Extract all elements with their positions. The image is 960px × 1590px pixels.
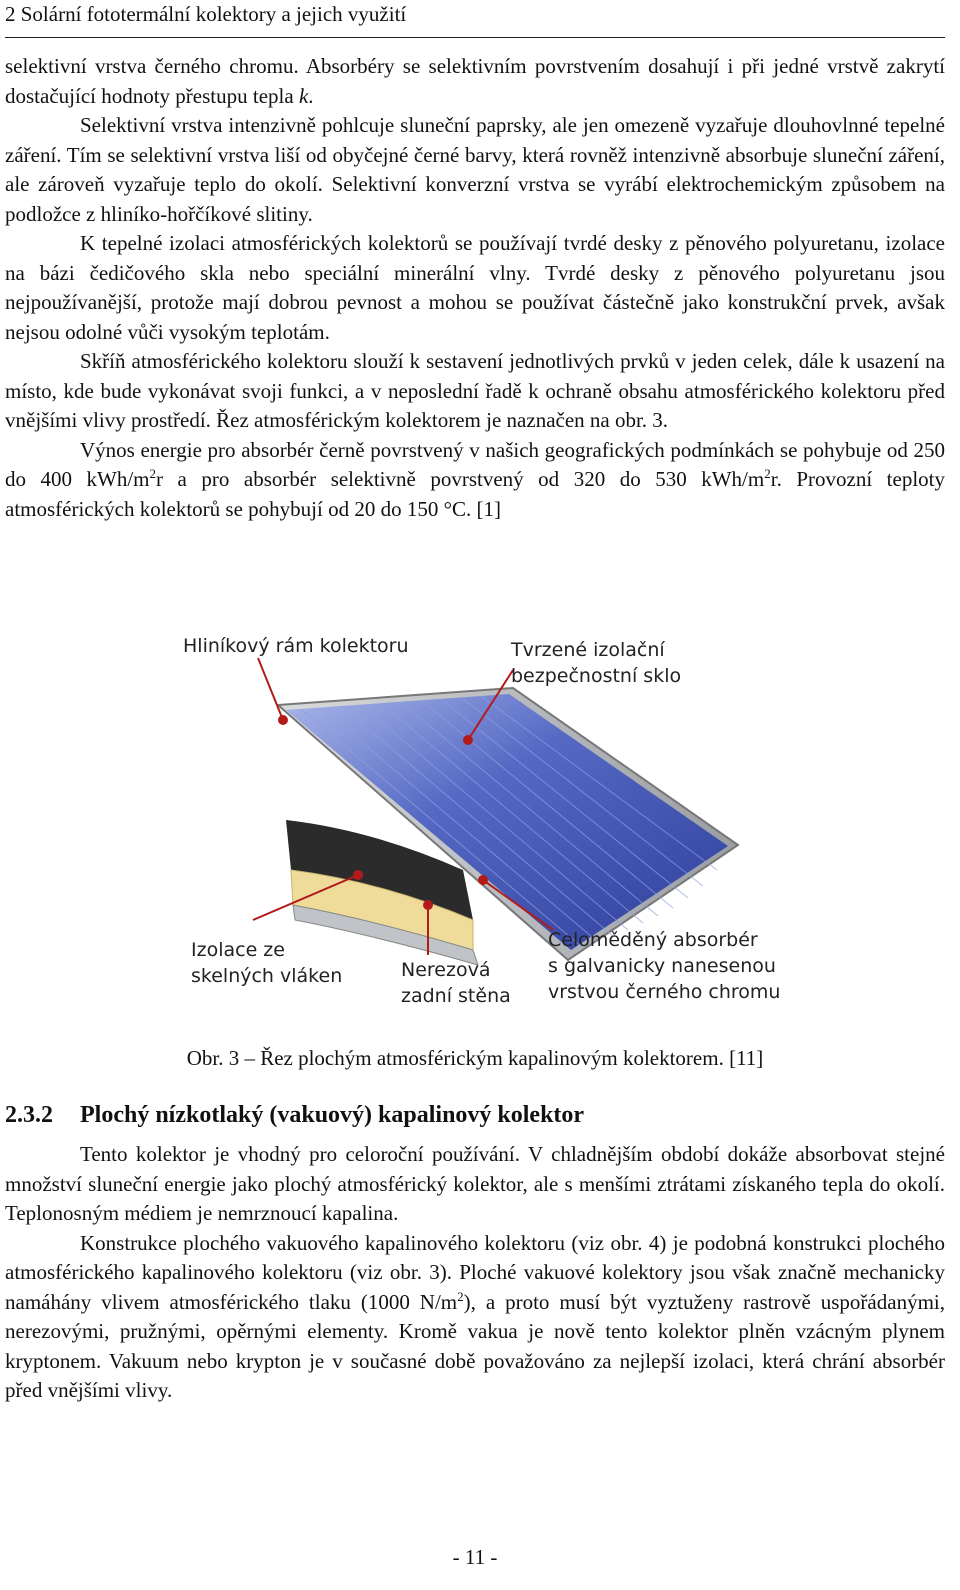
- label-insulation-line2: skelných vláken: [191, 965, 343, 987]
- paragraph: Selektivní vrstva intenzivně pohlcuje sluneční paprsky, ale jen omezeně vyzařuje dlouhovlnné tepelné záření. Tím se selektivní vrstva liší od obyčejné černé barvy, která rovněž intenzivně absorbuje sluneční záření, ale zároveň vyzařuje teplo do okolí. Selektivní konverzní vrstva se vyrábí elektrochemickým způsobem na podložce z hliníko-hořčíkové slitiny.: [5, 113, 945, 226]
- collector-cross-section-figure: [173, 620, 793, 1020]
- body-text-top: [5, 52, 945, 524]
- figure-caption: Obr. 3 – Řez plochým atmosférickým kapalinovým kolektorem. [11]: [186, 1046, 764, 1070]
- collector-illustration: [173, 620, 793, 1020]
- paragraph: Tento kolektor je vhodný pro celoroční používání. V chladnějším období dokáže absorbovat stejné množství sluneční energie jako plochý atmosférický kolektor, ale s menšími ztrátami získaného tepla do okolí. Teplonosným médiem je nemrznoucí kapalina.: [5, 1142, 945, 1225]
- label-absorber-line1: Celoměděný absorbér: [548, 929, 758, 951]
- label-absorber-line3: vrstvou černého chromu: [548, 981, 781, 1003]
- section-title: Plochý nízkotlaký (vakuový) kapalinový kolektor: [80, 1102, 585, 1128]
- section-heading: [5, 1102, 584, 1129]
- body-text-bottom: [5, 1140, 945, 1406]
- paragraph: Skříň atmosférického kolektoru slouží k sestavení jednotlivých prvků v jeden celek, dále k usazení na místo, kde bude vykonávat svoji funkci, a v neposlední řadě k ochraně obsahu atmosférického kolektoru před vnějšími vlivy prostředí. Řez atmosférickým kolektorem je naznačen na obr. 3.: [5, 349, 945, 432]
- page-number: - 11 -: [452, 1545, 498, 1569]
- label-glass-line2: bezpečnostní sklo: [511, 665, 682, 687]
- label-absorber-line2: s galvanicky nanesenou: [548, 955, 776, 977]
- label-back-line1: Nerezová: [401, 959, 491, 981]
- paragraph: Výnos energie pro absorbér černě povrstvený v našich geografických podmínkách se pohybuje od 250 do 400 kWh/$m^2r$ a pro absorbér selektivně povrstvený od 320 do 530 kWh/$m^2r$. Provozní teploty atmosférických kolektorů se pohybují od 20 do 150 °C. [1]: [5, 437, 945, 521]
- running-header: 2 Solární fototermální kolektory a jejich využití: [5, 2, 407, 26]
- section-number: 2.3.2: [5, 1102, 53, 1128]
- label-glass-line1: Tvrzené izolační: [511, 639, 665, 661]
- label-back-line2: zadní stěna: [401, 985, 511, 1007]
- paragraph: selektivní vrstva černého chromu. Absorbéry se selektivním povrstvením dosahují i při jedné vrstvě zakrytí dostačující hodnoty přestupu tepla k.: [5, 54, 945, 108]
- paragraph: Konstrukce plochého vakuového kapalinového kolektoru (viz obr. 4) je podobná konstrukci plochého atmosférického kapalinového kolektoru (viz obr. 3). Ploché vakuové kolektory jsou však značně mechanicky namáhány vlivem atmosférického tlaku (1000 $N/m^2$), a proto musí být vyztuženy rastrově uspořádanými, nerezovými, pružnými, opěrnými elementy. Kromě vakua je nově tento kolektor plněn vzácným plynem kryptonem. Vakuum nebo krypton je v současné době považováno za nejlepší izolaci, která chrání absorbér před vnějšími vlivy.: [5, 1230, 945, 1402]
- label-insulation-line1: Izolace ze: [191, 939, 285, 961]
- header-rule: [5, 37, 945, 38]
- label-frame: Hliníkový rám kolektoru: [183, 635, 409, 657]
- paragraph: K tepelné izolaci atmosférických kolektorů se používají tvrdé desky z pěnového polyuretanu, izolace na bázi čedičového skla nebo speciální minerální vlny. Tvrdé desky z pěnového polyuretanu jsou nejpoužívanější, protože mají dobrou pevnost a mohou se používat částečně jako konstrukční prvek, avšak nejsou odolné vůči vysokým teplotám.: [5, 231, 945, 344]
